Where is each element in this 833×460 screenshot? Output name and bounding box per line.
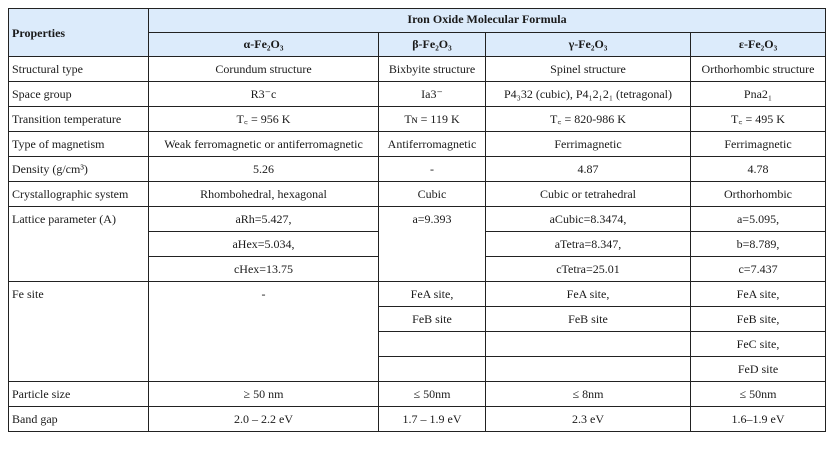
beta-cell: Cubic — [379, 182, 486, 207]
epsilon-cell: 1.6–1.9 eV — [691, 407, 826, 432]
alpha-cell: 2.0 – 2.2 eV — [149, 407, 379, 432]
epsilon-cell: FeB site, — [691, 307, 826, 332]
epsilon-cell: c=7.437 — [691, 257, 826, 282]
beta-cell: FeA site, — [379, 282, 486, 307]
epsilon-cell: a=5.095, — [691, 207, 826, 232]
iron-oxide-properties-table — [8, 8, 826, 432]
gamma-cell: Ferrimagnetic — [486, 132, 691, 157]
table-row — [9, 57, 826, 82]
alpha-cell: - — [149, 282, 379, 382]
gamma-cell: aCubic=8.3474, — [486, 207, 691, 232]
epsilon-cell: Orthorhombic — [691, 182, 826, 207]
row-label: Structural type — [9, 57, 149, 82]
gamma-cell: aTetra=8.347, — [486, 232, 691, 257]
header-row-group — [9, 9, 826, 33]
alpha-cell: 5.26 — [149, 157, 379, 182]
epsilon-cell: T꜀ = 495 K — [691, 107, 826, 132]
gamma-cell: FeB site — [486, 307, 691, 332]
epsilon-cell: FeD site — [691, 357, 826, 382]
beta-cell: 1.7 – 1.9 eV — [379, 407, 486, 432]
iron-oxide-table-container — [8, 8, 826, 432]
gamma-cell: cTetra=25.01 — [486, 257, 691, 282]
table-row — [9, 107, 826, 132]
row-label: Lattice parameter (A) — [9, 207, 149, 282]
beta-cell: Bixbyite structure — [379, 57, 486, 82]
table-row — [9, 182, 826, 207]
row-label: Band gap — [9, 407, 149, 432]
beta-cell: Tɴ = 119 K — [379, 107, 486, 132]
alpha-cell: cHex=13.75 — [149, 257, 379, 282]
table-row — [9, 207, 826, 232]
alpha-cell: R3⁻c — [149, 82, 379, 107]
table-row — [9, 82, 826, 107]
row-label: Transition temperature — [9, 107, 149, 132]
row-label: Density (g/cm³) — [9, 157, 149, 182]
properties-header: Properties — [9, 9, 149, 57]
row-label: Crystallographic system — [9, 182, 149, 207]
beta-cell: ≤ 50nm — [379, 382, 486, 407]
row-label: Fe site — [9, 282, 149, 382]
epsilon-header: ε-Fe₂O₃ — [691, 33, 826, 57]
beta-cell: - — [379, 157, 486, 182]
gamma-cell: Cubic or tetrahedral — [486, 182, 691, 207]
row-label: Space group — [9, 82, 149, 107]
epsilon-cell: Orthorhombic structure — [691, 57, 826, 82]
table-row — [9, 132, 826, 157]
beta-cell: a=9.393 — [379, 207, 486, 282]
table-row — [9, 157, 826, 182]
row-label: Type of magnetism — [9, 132, 149, 157]
epsilon-cell: ≤ 50nm — [691, 382, 826, 407]
table-row — [9, 282, 826, 307]
beta-cell: Ia3⁻ — [379, 82, 486, 107]
row-label: Particle size — [9, 382, 149, 407]
gamma-cell: FeA site, — [486, 282, 691, 307]
alpha-cell: aHex=5.034, — [149, 232, 379, 257]
gamma-header: γ-Fe₂O₃ — [486, 33, 691, 57]
epsilon-cell: Pna2₁ — [691, 82, 826, 107]
epsilon-cell: 4.78 — [691, 157, 826, 182]
alpha-cell: Weak ferromagnetic or antiferromagnetic — [149, 132, 379, 157]
gamma-cell: T꜀ = 820-986 K — [486, 107, 691, 132]
gamma-cell-empty — [486, 332, 691, 357]
beta-cell: FeB site — [379, 307, 486, 332]
beta-cell-empty — [379, 357, 486, 382]
epsilon-cell: b=8.789, — [691, 232, 826, 257]
gamma-cell: ≤ 8nm — [486, 382, 691, 407]
alpha-header: α-Fe₂O₃ — [149, 33, 379, 57]
gamma-cell: Spinel structure — [486, 57, 691, 82]
alpha-cell: T꜀ = 956 K — [149, 107, 379, 132]
gamma-cell: 2.3 eV — [486, 407, 691, 432]
table-row — [9, 382, 826, 407]
alpha-cell: ≥ 50 nm — [149, 382, 379, 407]
beta-cell-empty — [379, 332, 486, 357]
gamma-cell-empty — [486, 357, 691, 382]
beta-cell: Antiferromagnetic — [379, 132, 486, 157]
alpha-cell: Rhombohedral, hexagonal — [149, 182, 379, 207]
gamma-cell: P4₃32 (cubic), P4₁2₁2₁ (tetragonal) — [486, 82, 691, 107]
molecular-formula-header: Iron Oxide Molecular Formula — [149, 9, 826, 33]
alpha-cell: aRh=5.427, — [149, 207, 379, 232]
alpha-cell: Corundum structure — [149, 57, 379, 82]
epsilon-cell: FeC site, — [691, 332, 826, 357]
epsilon-cell: Ferrimagnetic — [691, 132, 826, 157]
gamma-cell: 4.87 — [486, 157, 691, 182]
epsilon-cell: FeA site, — [691, 282, 826, 307]
table-row — [9, 407, 826, 432]
beta-header: β-Fe₂O₃ — [379, 33, 486, 57]
